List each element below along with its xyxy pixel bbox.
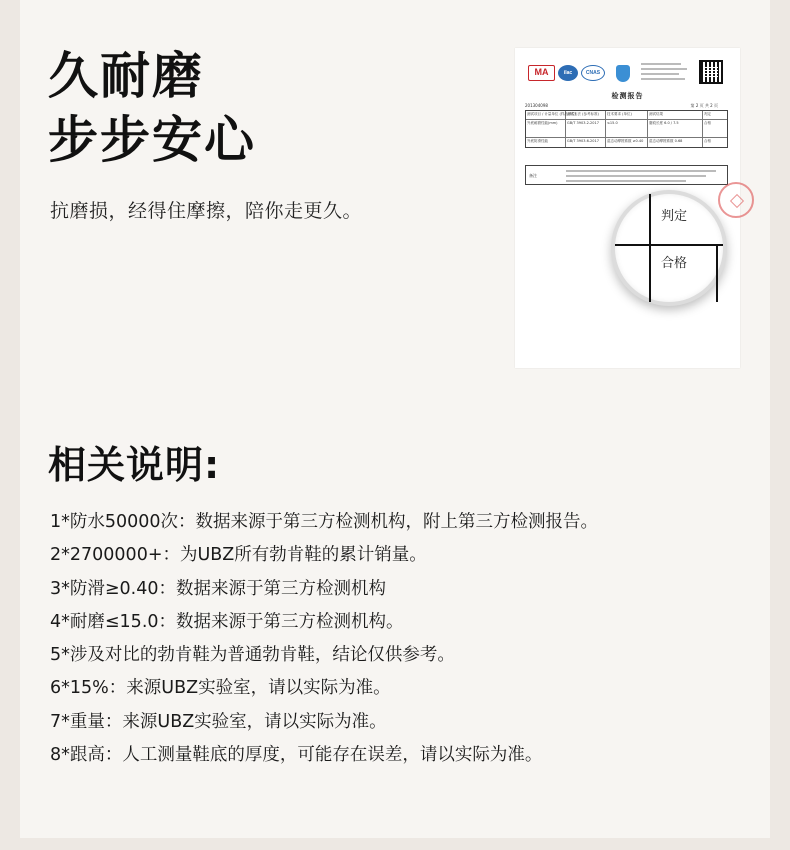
report-title: 检测报告 <box>611 92 644 100</box>
table-header-cell: 测试方法 (参考标准) <box>566 111 606 119</box>
headline <box>48 44 256 172</box>
note-item: 4*耐磨≤15.0：数据来源于第三方检测机构。 <box>50 611 404 632</box>
table-cell: GB/T 3903.2-2017 <box>566 120 606 137</box>
table-cell: ≤15.0 <box>606 120 648 137</box>
red-seal-stamp <box>718 182 754 218</box>
remarks-label: 备注 <box>529 173 537 178</box>
table-header-cell: 判定 <box>704 112 711 116</box>
cma-logo-icon: MA <box>528 65 555 81</box>
note-item: 7*重量：来源UBZ实验室，请以实际为准。 <box>50 711 387 732</box>
table-cell: 合格 <box>704 121 711 125</box>
headline-line-2: 步步安心 <box>48 111 256 169</box>
table-cell: 湿态动摩擦系数 ≥0.40 <box>606 138 648 147</box>
note-item: 3*防滑≥0.40：数据来源于第三方检测机构 <box>50 578 387 599</box>
table-cell: 合格 <box>704 139 711 143</box>
table-header-cell: 测试项目 / 计量单位 (样品部位) <box>526 111 566 119</box>
table-cell: 外底防滑性能 <box>526 138 566 147</box>
report-table <box>525 110 728 148</box>
note-item: 1*防水50000次：数据来源于第三方检测机构，附上第三方检测报告。 <box>50 512 599 532</box>
table-cell: 湿态动摩擦系数 0.68 <box>648 138 703 147</box>
note-item: 5*涉及对比的勃肯鞋为普通勃肯鞋，结论仅供参考。 <box>50 645 455 666</box>
notes-section-title: 相关说明: <box>48 443 221 487</box>
note-item: 8*跟高：人工测量鞋底的厚度，可能存在误差，请以实际为准。 <box>50 745 543 766</box>
ilac-logo-icon: ilac <box>558 65 578 81</box>
table-row <box>526 120 727 138</box>
table-cell: GB/T 3903.6-2017 <box>566 138 606 147</box>
certification-logos <box>528 62 630 84</box>
note-item: 2*2700000+：为UBZ所有勃肯鞋的累计销量。 <box>50 545 427 566</box>
report-remarks <box>525 165 728 185</box>
table-header-row <box>526 111 727 120</box>
table-header-cell: 技术要求 (单位) <box>606 111 648 119</box>
subline: 抗磨损，经得住摩擦，陪你走更久。 <box>50 200 363 222</box>
notes-list <box>50 506 598 772</box>
cnas-logo-icon: CNAS <box>581 65 605 81</box>
magnifier-lens <box>611 190 727 306</box>
headline-line-1: 久耐磨 <box>48 47 204 105</box>
table-cell: 外底耐磨性能(mm) <box>526 120 566 137</box>
shield-logo-icon <box>616 65 630 82</box>
table-header-cell: 测试结果 <box>648 111 703 119</box>
report-number: 201304098 <box>525 103 548 108</box>
report-page-indicator: 第 2 页 共 2 页 <box>690 103 718 108</box>
table-row <box>526 138 727 147</box>
lab-contact-lines <box>641 63 691 83</box>
content-panel <box>20 0 770 838</box>
qr-code-icon <box>699 60 723 84</box>
magnified-judgement-header: 判定 <box>661 209 688 224</box>
note-item: 6*15%：来源UBZ实验室，请以实际为准。 <box>50 678 391 699</box>
table-cell: 磨痕长度 6.0 / 7.5 <box>648 120 703 137</box>
magnified-judgement-result: 合格 <box>661 256 688 271</box>
test-report-image <box>515 48 740 368</box>
